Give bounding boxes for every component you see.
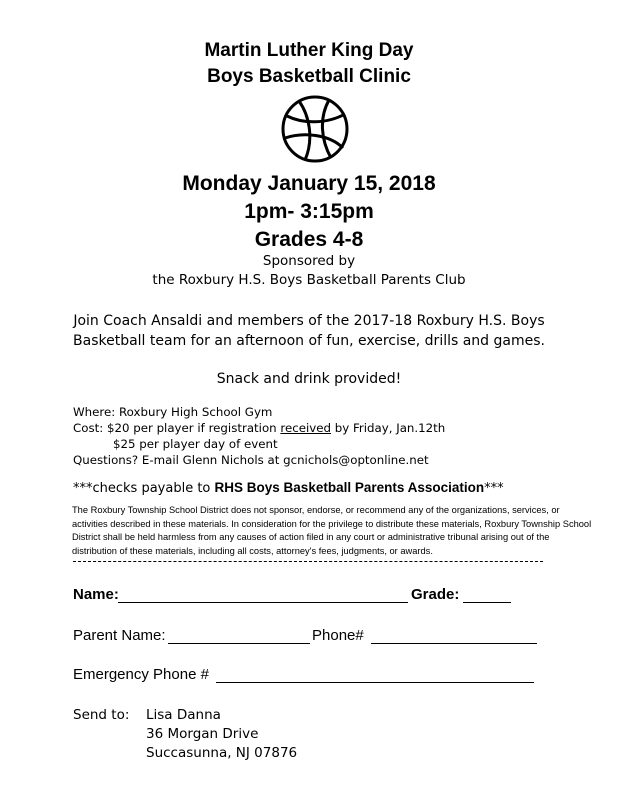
cost-line: [73, 421, 445, 435]
parent-name-field[interactable]: [168, 643, 310, 644]
checks-suffix: ***: [484, 481, 504, 496]
grade-label: Grade:: [411, 586, 460, 603]
event-grades: Grades 4-8: [254, 228, 364, 251]
basketball-icon: [279, 94, 351, 164]
grade-field[interactable]: [463, 602, 511, 603]
snack-note: Snack and drink provided!: [216, 371, 402, 387]
sponsor-name: the Roxbury H.S. Boys Basketball Parents Club: [152, 272, 466, 288]
send-to-city: Succasunna, NJ 07876: [146, 745, 298, 761]
emergency-phone-label: Emergency Phone #: [73, 666, 209, 683]
cost-suffix: by Friday, Jan.12th: [331, 421, 446, 435]
checks-prefix: ***checks payable to: [73, 481, 215, 496]
sponsored-by: Sponsored by: [262, 253, 356, 269]
intro-line-2: Basketball team for an afternoon of fun, exercise, drills and games.: [73, 333, 545, 349]
where-line: Where: Roxbury High School Gym: [73, 405, 273, 419]
send-to-label: Send to:: [73, 707, 130, 723]
cost-received: received: [280, 421, 331, 435]
cost-prefix: Cost: $20 per player if registration: [73, 421, 281, 435]
event-date: Monday January 15, 2018: [182, 172, 436, 195]
send-to-street: 36 Morgan Drive: [146, 726, 259, 742]
cost-day-line: $25 per player day of event: [113, 437, 278, 451]
title-line-1: Martin Luther King Day: [204, 40, 414, 61]
parent-name-label: Parent Name:: [73, 627, 166, 644]
name-field[interactable]: [118, 602, 408, 603]
title-line-2: Boys Basketball Clinic: [207, 66, 411, 87]
cut-line: [73, 561, 543, 562]
questions-line: Questions? E-mail Glenn Nichols at gcnichols@optonline.net: [73, 453, 429, 467]
emergency-phone-field[interactable]: [216, 682, 534, 683]
checks-payee: RHS Boys Basketball Parents Association: [214, 480, 485, 495]
send-to-name: Lisa Danna: [146, 707, 221, 723]
event-time: 1pm- 3:15pm: [244, 200, 374, 223]
phone-label: Phone#: [312, 627, 364, 644]
checks-payable: [73, 480, 504, 496]
disclaimer-text: The Roxbury Township School District does not sponsor, endorse, or recommend any of the organizations, services, or activities described in these materials. In consideration for the privilege to distribute these materials, Roxbury Township School District shall be held harmless from any causes of action filed in any court or administrative tribunal arising out of the distribution of these materials, including all costs, attorney's fees, judgments, or awards.: [72, 505, 592, 556]
intro-line-1: Join Coach Ansaldi and members of the 2017-18 Roxbury H.S. Boys: [73, 313, 545, 329]
phone-field[interactable]: [371, 643, 537, 644]
name-label: Name:: [73, 586, 119, 603]
